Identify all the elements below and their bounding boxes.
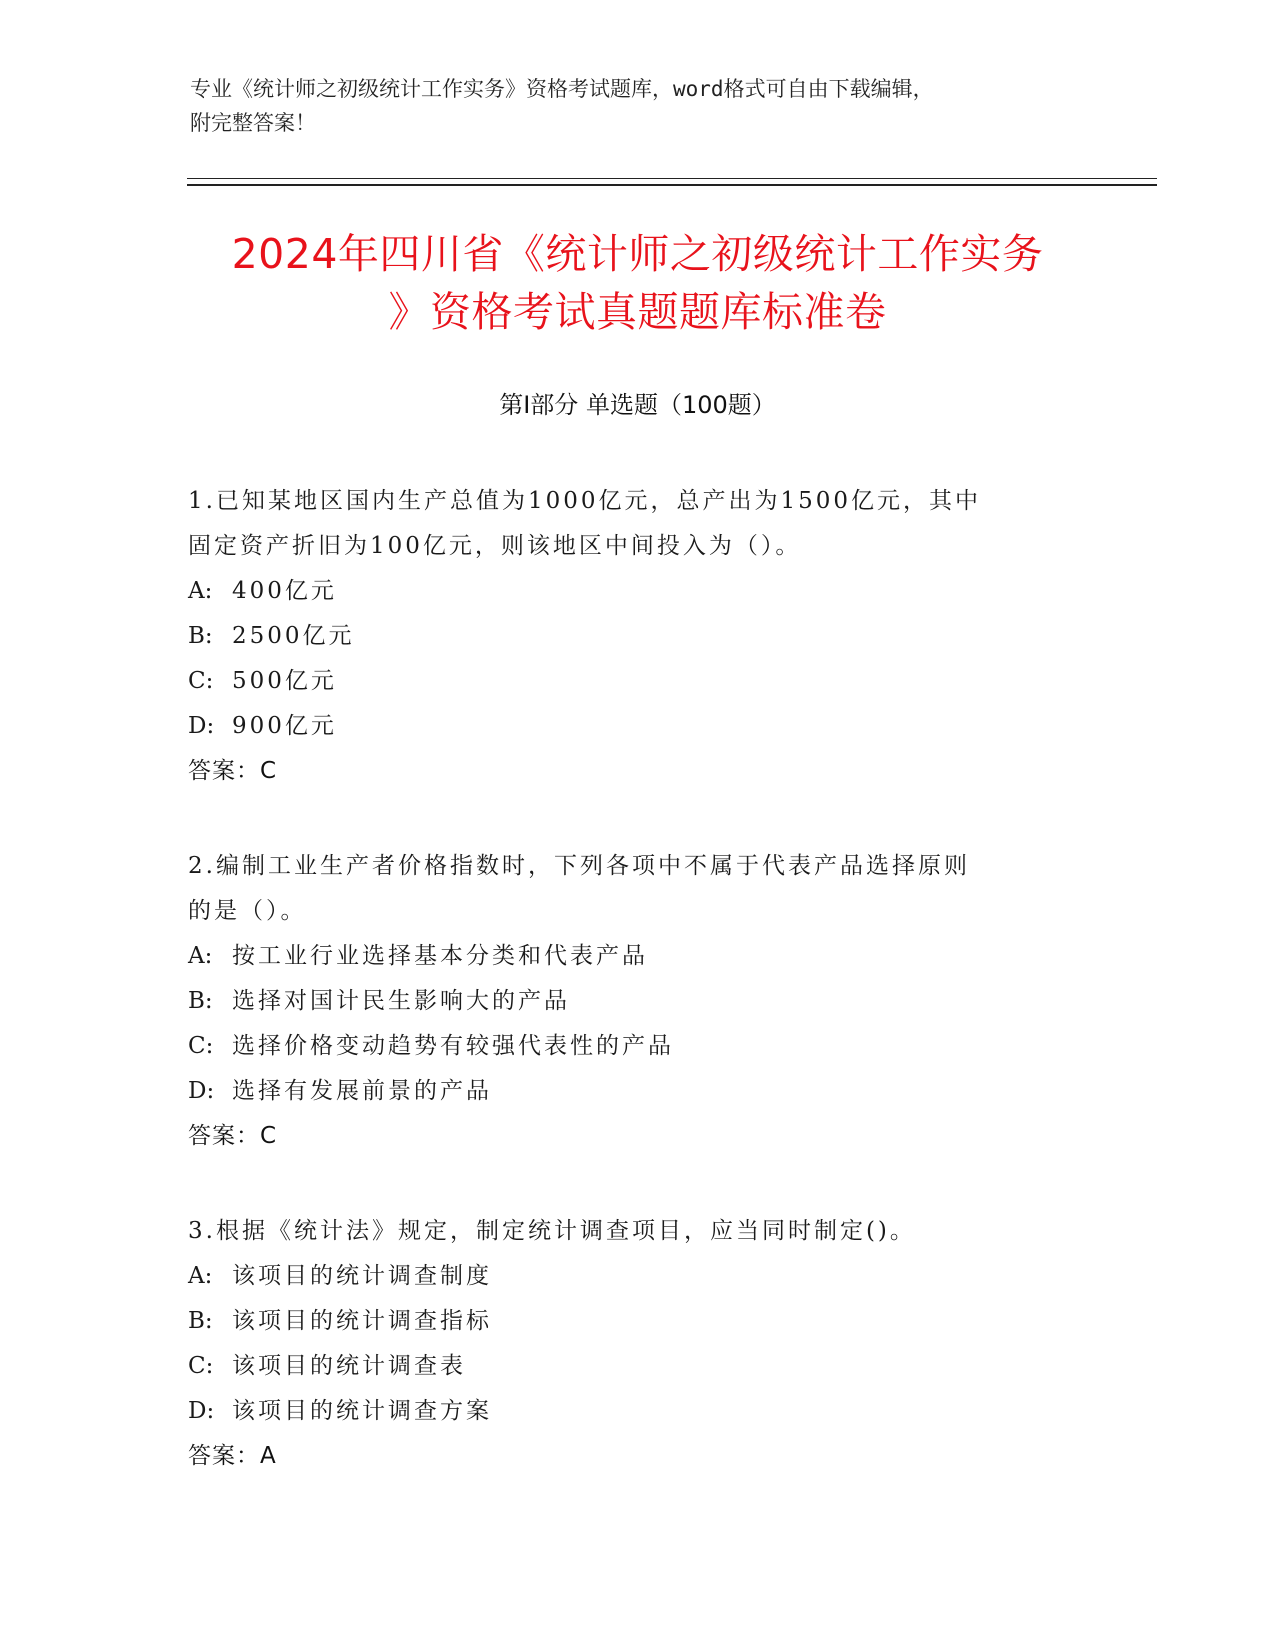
option-text: 选择价格变动趋势有较强代表性的产品 xyxy=(232,1033,674,1059)
option-text: 500亿元 xyxy=(232,668,337,694)
option-d xyxy=(188,704,1068,749)
option-a xyxy=(188,1254,1068,1299)
option-letter: B: xyxy=(188,623,213,649)
option-letter: D: xyxy=(188,1078,215,1104)
option-a xyxy=(188,934,1068,979)
option-b xyxy=(188,979,1068,1024)
option-text: 该项目的统计调查方案 xyxy=(232,1398,492,1424)
option-letter: C: xyxy=(188,1033,214,1059)
option-c xyxy=(188,1344,1068,1389)
option-text: 选择有发展前景的产品 xyxy=(232,1078,492,1104)
option-letter: A: xyxy=(188,578,213,604)
question-stem-line-2: 固定资产折旧为100亿元，则该地区中间投入为（）。 xyxy=(188,533,802,559)
option-d xyxy=(188,1389,1068,1434)
option-d xyxy=(188,1069,1068,1114)
option-text: 该项目的统计调查制度 xyxy=(232,1263,492,1289)
question-list xyxy=(188,479,1068,1529)
question-stem-line-2: 的是（）。 xyxy=(188,898,307,924)
option-letter: C: xyxy=(188,1353,214,1379)
option-a xyxy=(188,569,1068,614)
option-text: 该项目的统计调查表 xyxy=(232,1353,466,1379)
option-letter: A: xyxy=(188,1263,213,1289)
document-title xyxy=(150,225,1125,341)
option-b xyxy=(188,614,1068,659)
header-note xyxy=(190,72,1090,140)
option-letter: D: xyxy=(188,1398,215,1424)
question-stem-line-1: 3.根据《统计法》规定，制定统计调查项目，应当同时制定()。 xyxy=(188,1218,916,1244)
option-text: 按工业行业选择基本分类和代表产品 xyxy=(232,943,648,969)
question-1 xyxy=(188,479,1068,794)
option-letter: C: xyxy=(188,668,214,694)
document-title-line-2: 》资格考试真题题库标准卷 xyxy=(388,288,887,336)
option-text: 2500亿元 xyxy=(232,623,355,649)
option-letter: B: xyxy=(188,1308,213,1334)
header-note-line-2: 附完整答案！ xyxy=(190,111,316,135)
option-letter: D: xyxy=(188,713,215,739)
question-2 xyxy=(188,844,1068,1159)
header-note-line-1: 专业《统计师之初级统计工作实务》资格考试题库，word格式可自由下载编辑， xyxy=(190,77,934,101)
section-title: 第I部分 单选题（100题） xyxy=(499,391,776,419)
header-divider-thin xyxy=(187,178,1157,179)
option-letter: A: xyxy=(188,943,213,969)
question-stem-line-1: 2.编制工业生产者价格指数时，下列各项中不属于代表产品选择原则 xyxy=(188,853,970,879)
answer: 答案：A xyxy=(188,1443,277,1469)
answer: 答案：C xyxy=(188,758,278,784)
option-text: 400亿元 xyxy=(232,578,337,604)
option-text: 该项目的统计调查指标 xyxy=(232,1308,492,1334)
question-stem-line-1: 1.已知某地区国内生产总值为1000亿元，总产出为1500亿元，其中 xyxy=(188,488,982,514)
question-3 xyxy=(188,1209,1068,1479)
header-divider-thick xyxy=(187,184,1157,186)
option-c xyxy=(188,1024,1068,1069)
option-letter: B: xyxy=(188,988,213,1014)
option-c xyxy=(188,659,1068,704)
answer: 答案：C xyxy=(188,1123,278,1149)
option-b xyxy=(188,1299,1068,1344)
option-text: 选择对国计民生影响大的产品 xyxy=(232,988,570,1014)
document-title-line-1: 2024年四川省《统计师之初级统计工作实务 xyxy=(231,230,1044,278)
option-text: 900亿元 xyxy=(232,713,337,739)
